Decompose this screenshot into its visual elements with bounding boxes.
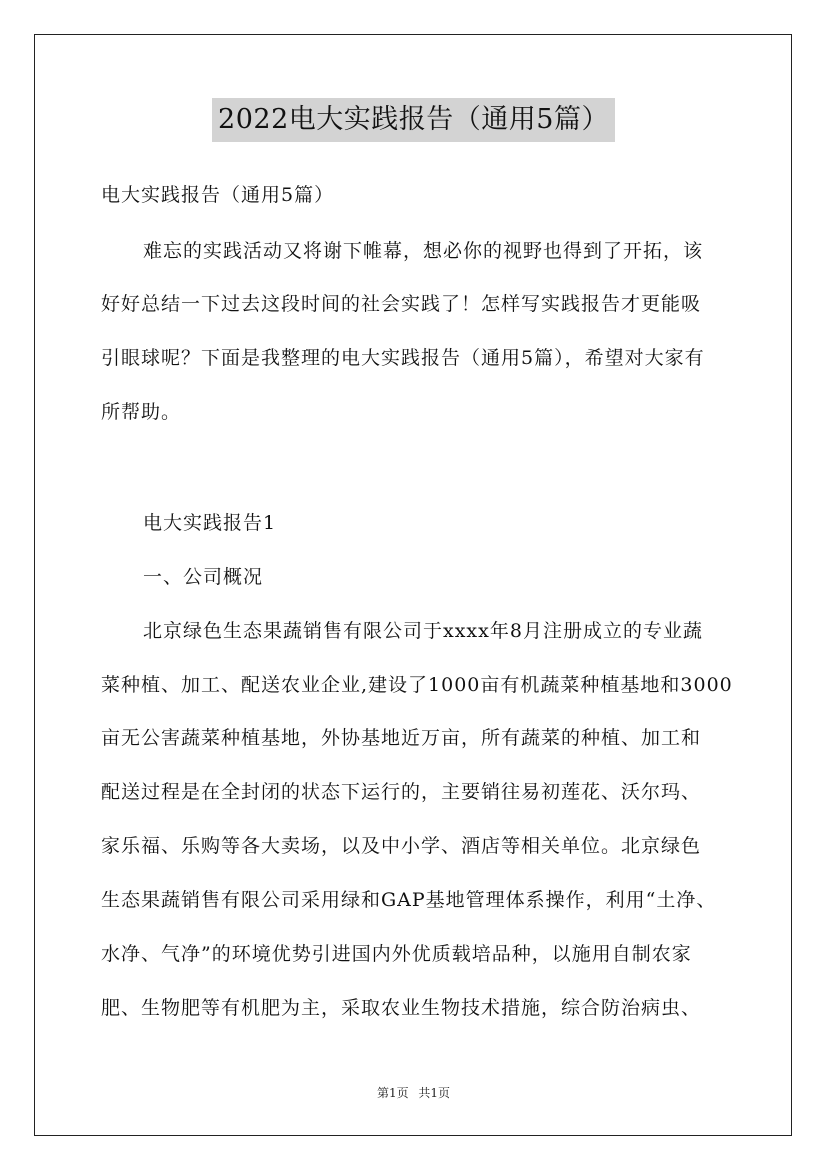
document-subtitle: 电大实践报告（通用5篇） bbox=[101, 184, 335, 206]
body-line: 配送过程是在全封闭的状态下运行的，主要销往易初莲花、沃尔玛、 bbox=[101, 781, 702, 803]
body-line: 水净、气净”的环境优势引进国内外优质载培品种，以施用自制农家 bbox=[101, 943, 692, 965]
section-heading: 电大实践报告1 bbox=[143, 512, 277, 534]
page-number-current: 第1页 bbox=[376, 1086, 409, 1100]
document-title: 2022电大实践报告（通用5篇） bbox=[212, 98, 615, 142]
page-footer bbox=[0, 1084, 827, 1101]
intro-line: 好好总结一下过去这段时间的社会实践了！怎样写实践报告才更能吸 bbox=[101, 293, 702, 315]
body-line: 生态果蔬销售有限公司采用绿和GAP基地管理体系操作，利用“土净、 bbox=[101, 889, 717, 911]
body-line: 亩无公害蔬菜种植基地，外协基地近万亩，所有蔬菜的种植、加工和 bbox=[101, 727, 702, 749]
intro-line: 难忘的实践活动又将谢下帷幕，想必你的视野也得到了开拓，该 bbox=[143, 240, 704, 262]
body-line: 菜种植、加工、配送农业企业,建设了1000亩有机蔬菜种植基地和3000 bbox=[101, 674, 733, 696]
body-line: 家乐福、乐购等各大卖场，以及中小学、酒店等相关单位。北京绿色 bbox=[101, 835, 702, 857]
title-container bbox=[0, 98, 827, 142]
subsection-heading: 一、公司概况 bbox=[143, 566, 264, 588]
body-line: 肥、生物肥等有机肥为主，采取农业生物技术措施，综合防治病虫、 bbox=[101, 997, 702, 1019]
page-number-total: 共1页 bbox=[418, 1086, 451, 1100]
intro-line: 引眼球呢？下面是我整理的电大实践报告（通用5篇），希望对大家有 bbox=[101, 347, 705, 369]
intro-line: 所帮助。 bbox=[101, 401, 182, 423]
body-line: 北京绿色生态果蔬销售有限公司于xxxx年8月注册成立的专业蔬 bbox=[143, 620, 703, 642]
